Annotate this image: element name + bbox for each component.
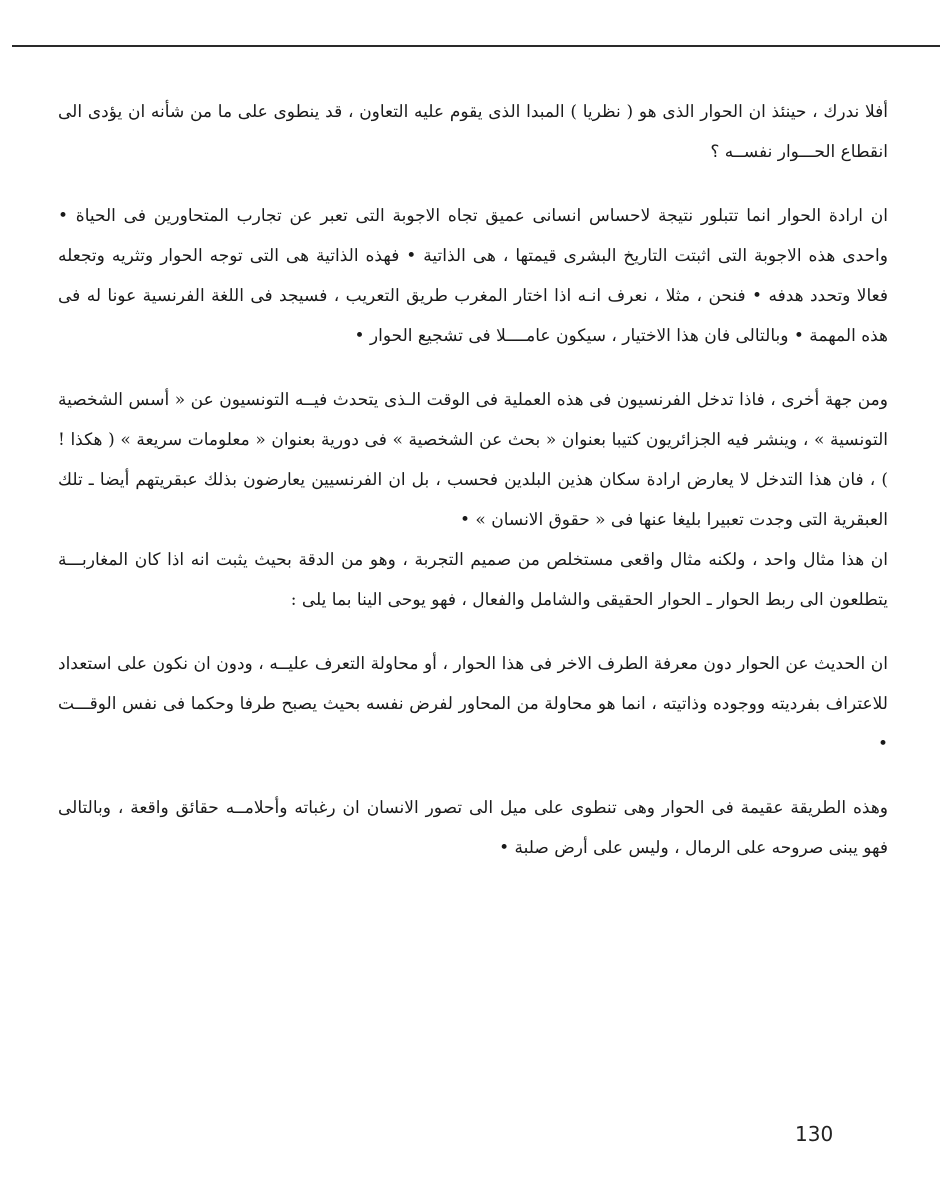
paragraph-4: ان هذا مثال واحد ، ولكنه مثال واقعى مستخلص من صميم التجربة ، وهو من الدقة بحيث يثبت انه اذا كان المغاربـــة يتطلعون الى ربط الحوار ـ الحوار الحقيقى والشامل والفعال ، فهو يوحى الينا بما يلى : bbox=[58, 550, 888, 610]
paragraph-6: وهذه الطريقة عقيمة فى الحوار وهى تنطوى على ميل الى تصور الانسان ان رغباته وأحلامــه حقائق واقعة ، وبالتالى فهو يبنى صروحه على الرمال ، وليس على أرض صلبة • bbox=[58, 798, 888, 858]
paragraph-1: أفلا ندرك ، حينئذ ان الحوار الذى هو ( نظريا ) المبدا الذى يقوم عليه التعاون ، قد ينطوى على ما من شأنه ان يؤدى الى انقطاع الحـــوار نفســه ؟ bbox=[58, 102, 888, 162]
paragraph-gap bbox=[58, 356, 888, 380]
paragraph-gap bbox=[58, 172, 888, 196]
paragraph-2: ان ارادة الحوار انما تتبلور نتيجة لاحساس انسانى عميق تجاه الاجوبة التى تعبر عن تجارب المتحاورين فى الحياة • واحدى هذه الاجوبة التى اثبتت التاريخ البشرى قيمتها ، هى الذاتية • فهذه الذاتية هى التى توجه الحوار وتثريه وتجعله فعالا وتحدد هدفه • فنحن ، مثلا ، نعرف انـه اذا اختار المغرب طريق التعريب ، فسيجد فى اللغة الفرنسية عونا له فى هذه المهمة • وبالتالى فان هذا الاختيار ، سيكون عامــــلا فى تشجيع الحوار • bbox=[58, 206, 888, 346]
page-body bbox=[58, 92, 888, 868]
paragraph-gap bbox=[58, 620, 888, 644]
paragraph-5: ان الحديث عن الحوار دون معرفة الطرف الاخر فى هذا الحوار ، أو محاولة التعرف عليــه ، ودون ان نكون على استعداد للاعتراف بفرديته ووجوده وذاتيته ، انما هو محاولة من المحاور لفرض نفسه بحيث يصبح طرفا وحكما فى نفس الوقـــت • bbox=[58, 654, 888, 754]
page-number: 130 bbox=[795, 1122, 834, 1146]
header-rule bbox=[12, 45, 940, 47]
paragraph-gap bbox=[58, 764, 888, 788]
paragraph-3: ومن جهة أخرى ، فاذا تدخل الفرنسيون فى هذه العملية فى الوقت الـذى يتحدث فيــه التونسيون عن « أسس الشخصية التونسية » ، وينشر فيه الجزائريون كتيبا بعنوان « بحث عن الشخصية » فى دورية بعنوان « معلومات سريعة » ( هكذا ! ) ، فان هذا التدخل لا يعارض ارادة سكان هذين البلدين فحسب ، بل ان الفرنسيين يعارضون بذلك عبقريتهم أيضا ـ تلك العبقرية التى وجدت تعبيرا بليغا عنها فى « حقوق الانسان » • bbox=[58, 390, 888, 530]
